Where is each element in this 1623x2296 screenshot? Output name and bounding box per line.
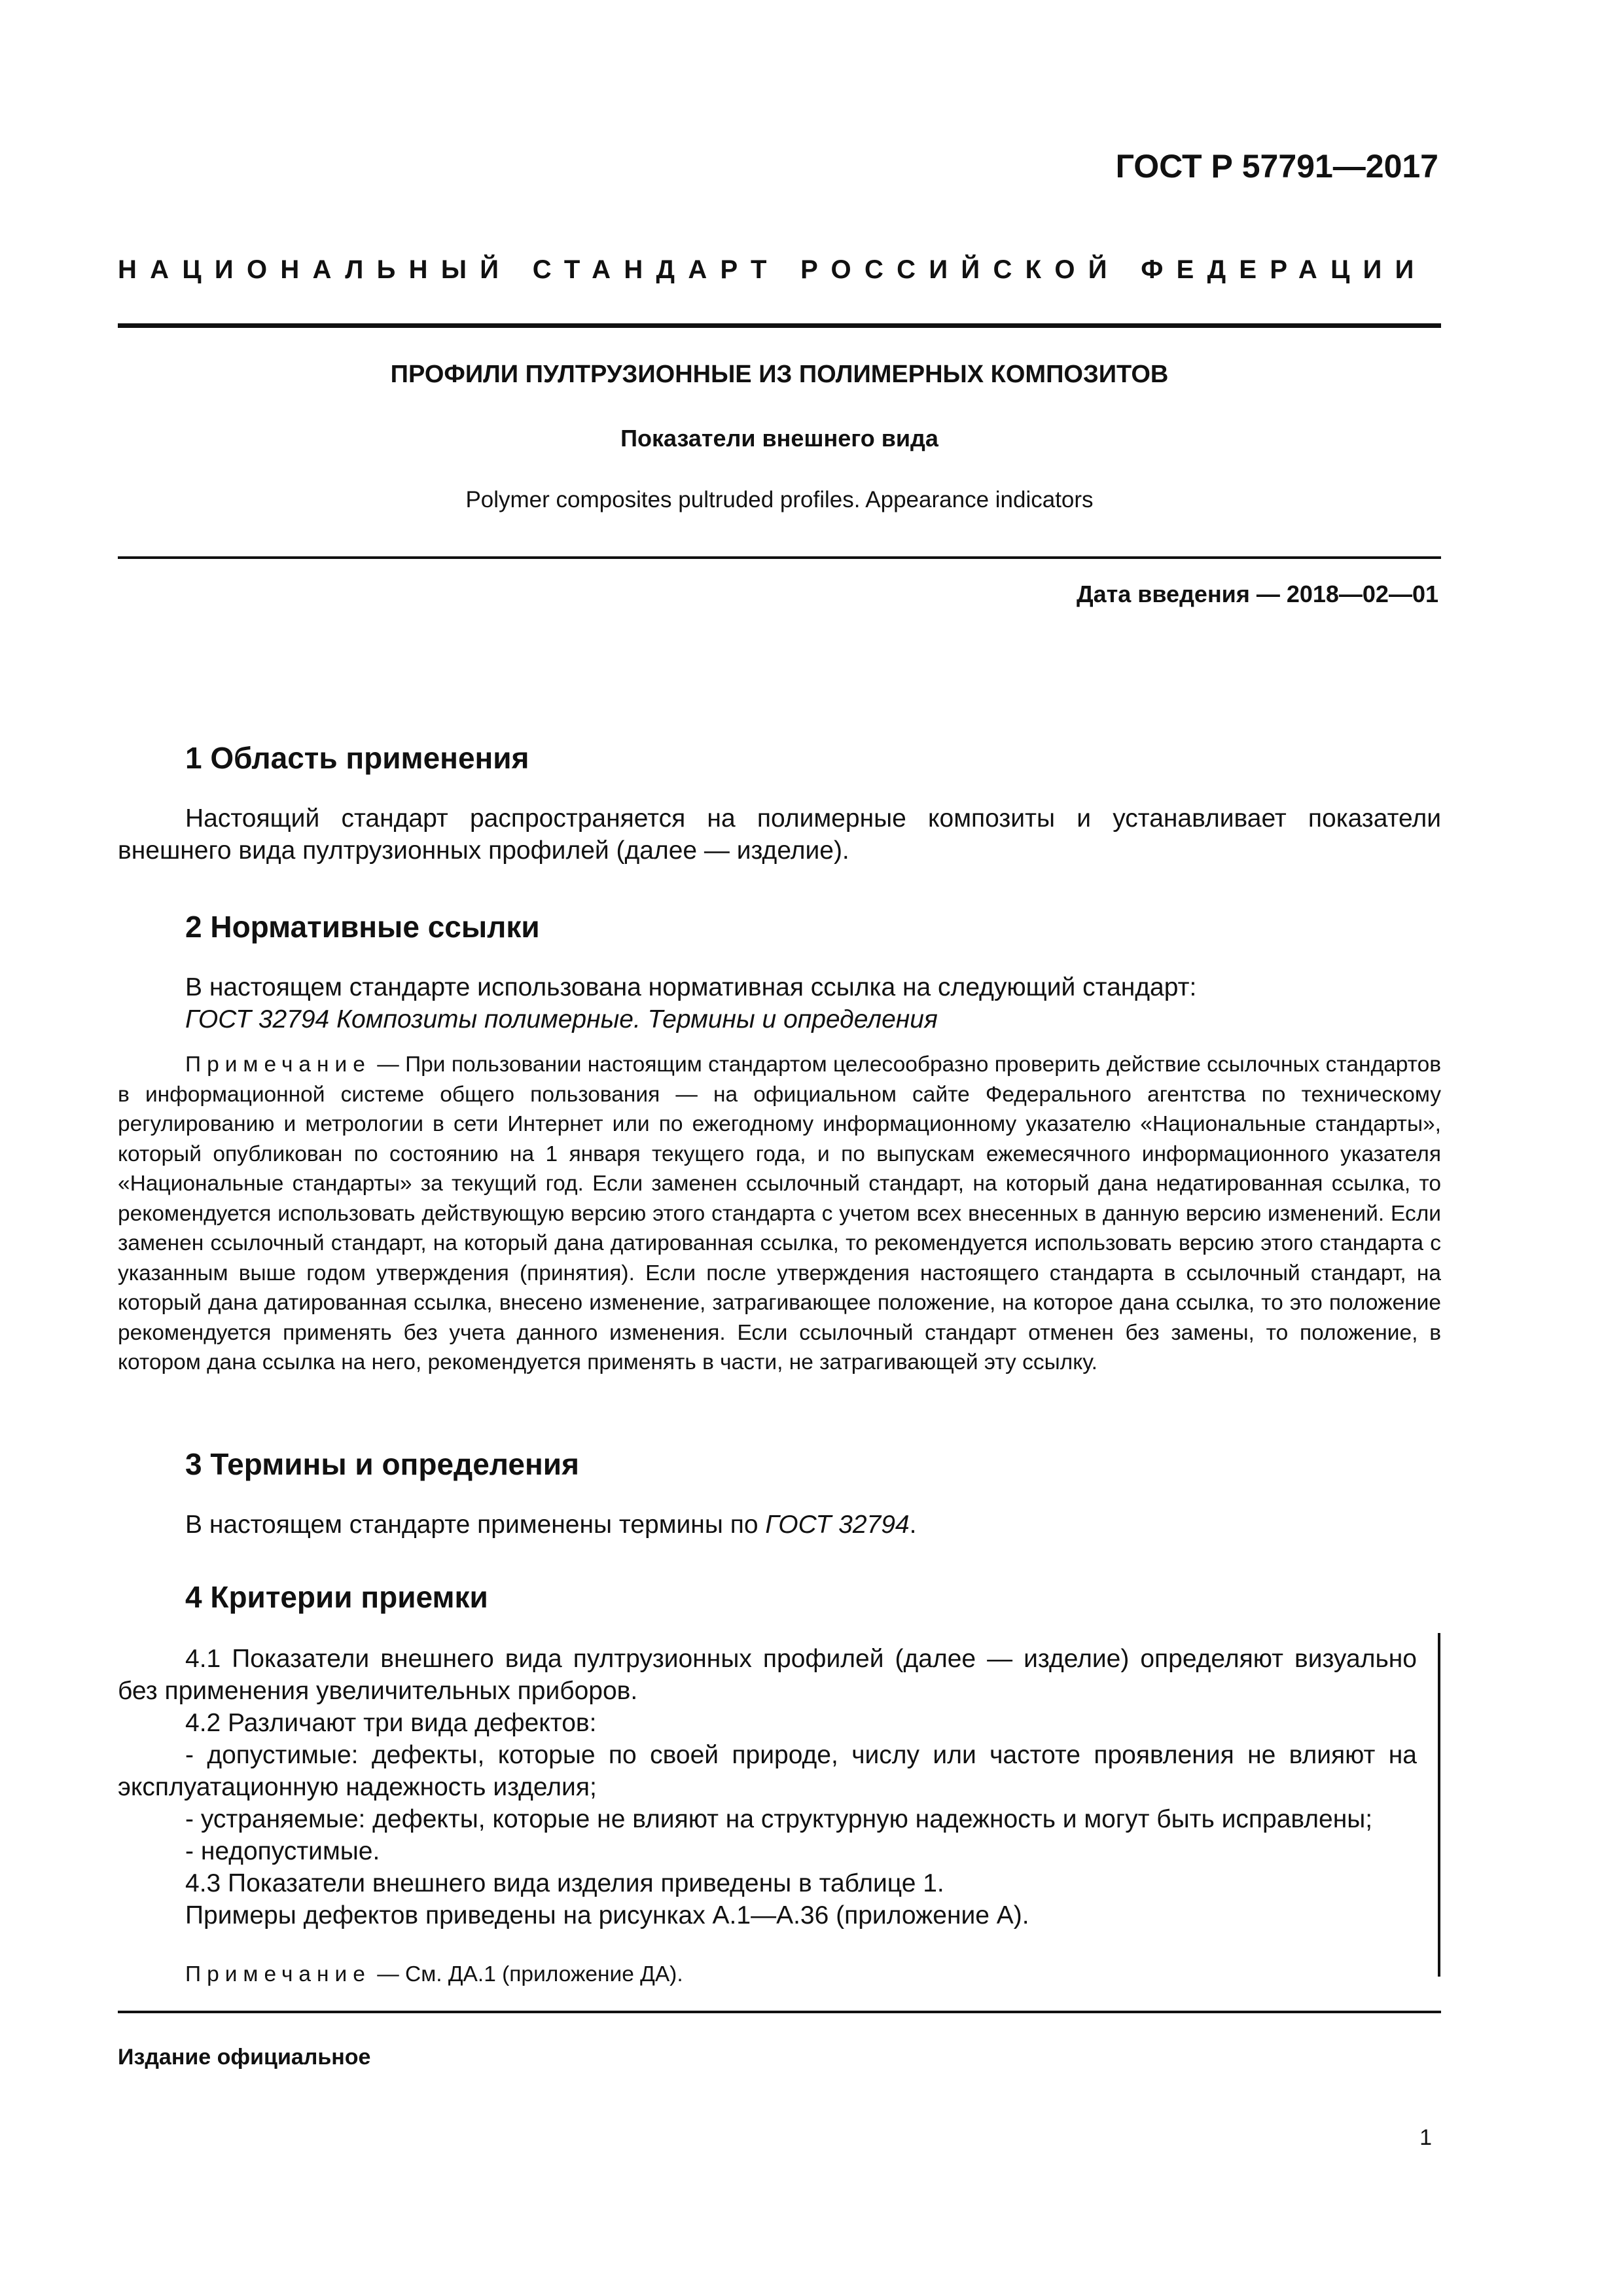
note-label: Примечание — [185, 1052, 371, 1077]
section-1-text: Настоящий стандарт распространяется на полимерные композиты и устанавливает показатели внешнего вида пултрузионных профилей (далее — изделие). — [118, 804, 1441, 865]
page-number: 1 — [1419, 2125, 1432, 2150]
section-3-reference: ГОСТ 32794 — [765, 1511, 910, 1539]
section-4-note — [118, 1960, 1417, 1990]
top-divider — [118, 323, 1441, 328]
section-1-heading: 1 Область применения — [185, 741, 529, 775]
document-title: ПРОФИЛИ ПУЛТРУЗИОННЫЕ ИЗ ПОЛИМЕРНЫХ КОМПОЗИТОВ — [390, 361, 1169, 388]
section-3-text-prefix: В настоящем стандарте применены термины по — [185, 1511, 766, 1539]
edition-label: Издание официальное — [118, 2045, 371, 2070]
document-title-english: Polymer composites pultruded profiles. Appearance indicators — [465, 487, 1094, 512]
note-text: — См. ДА.1 (приложение ДА). — [370, 1962, 683, 1986]
section-3-heading: 3 Термины и определения — [185, 1447, 579, 1481]
section-4-body — [118, 1643, 1417, 1931]
clause-4-2: 4.2 Различают три вида дефектов: — [185, 1709, 597, 1737]
standard-banner: НАЦИОНАЛЬНЫЙ СТАНДАРТ РОССИЙСКОЙ ФЕДЕРАЦИИ — [118, 255, 1427, 284]
section-2-text: В настоящем стандарте использована нормативная ссылка на следующий стандарт: — [185, 973, 1197, 1001]
clause-4-1: 4.1 Показатели внешнего вида пултрузионных профилей (далее — изделие) определяют визуально без применения увеличительных приборов. — [118, 1645, 1417, 1705]
section-3-text-suffix: . — [909, 1511, 917, 1539]
clause-4-2-unacceptable: - недопустимые. — [185, 1837, 380, 1865]
footer-divider — [118, 2011, 1441, 2013]
clause-4-2-removable: - устраняемые: дефекты, которые не влияют на структурную надежность и могут быть исправлены; — [185, 1805, 1373, 1833]
note-text: — При пользовании настоящим стандартом целесообразно проверить действие ссылочных стандартов в информационной системе общего пользования — на официальном сайте Федерального агентства по техническому регулированию и метрологии в сети Интернет или по ежегодному информационному указателю «Национальные стандарты», который опубликован по состоянию на 1 января текущего года, и по выпускам ежемесячного информационного указателя «Национальные стандарты» за текущий год. Если заменен ссылочный стандарт, на который дана недатированная ссылка, то рекомендуется использовать действующую версию этого стандарта с учетом всех внесенных в данную версию изменений. Если заменен ссылочный стандарт, на который дана датированная ссылка, то рекомендуется использовать версию этого стандарта с указанным выше годом утверждения (принятия). Если после утверждения настоящего стандарта в ссылочный стандарт, на который дана датированная ссылка, внесено изменение, затрагивающее положение, на которое дана ссылка, то это положение рекомендуется применять без учета данного изменения. Если ссылочный стандарт отменен без замены, то положение, в котором дана ссылка на него, рекомендуется применять в части, не затрагивающей эту ссылку. — [118, 1052, 1441, 1374]
document-number: ГОСТ Р 57791—2017 — [1115, 148, 1438, 185]
note-label: Примечание — [185, 1962, 371, 1986]
section-3-text — [185, 1509, 1441, 1541]
section-2-heading: 2 Нормативные ссылки — [185, 910, 540, 944]
section-2-reference: ГОСТ 32794 Композиты полимерные. Термины и определения — [185, 1005, 938, 1033]
clause-4-2-permissible: - допустимые: дефекты, которые по своей природе, числу или частоте проявления не влияют на эксплуатационную надежность изделия; — [118, 1741, 1417, 1801]
section-2-note — [118, 1050, 1441, 1378]
introduction-date: Дата введения — 2018—02—01 — [1076, 581, 1438, 607]
change-bar — [1438, 1633, 1440, 1977]
clause-4-3: 4.3 Показатели внешнего вида изделия приведены в таблице 1. — [185, 1869, 944, 1897]
clause-4-3-examples: Примеры дефектов приведены на рисунках А.1—А.36 (приложение А). — [185, 1901, 1029, 1929]
section-4-heading: 4 Критерии приемки — [185, 1580, 488, 1614]
title-divider — [118, 556, 1441, 559]
document-subtitle: Показатели внешнего вида — [620, 425, 938, 452]
